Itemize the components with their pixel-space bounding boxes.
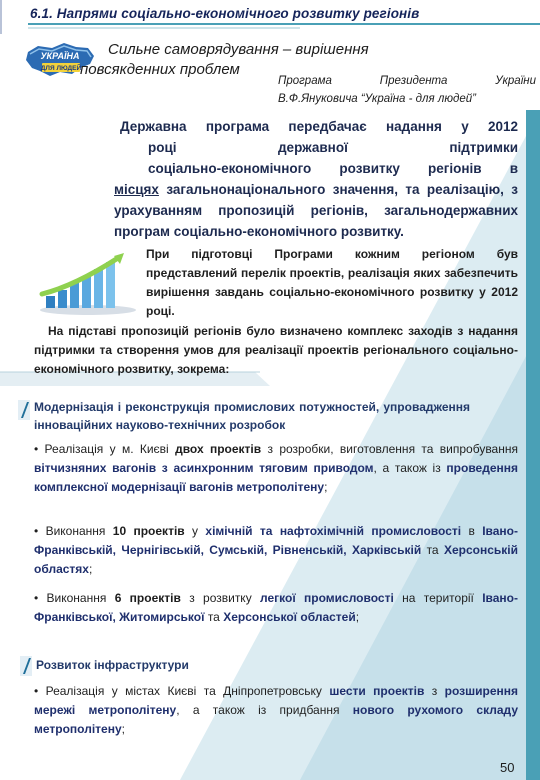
logo-text-top: УКРАЇНА	[40, 51, 80, 61]
bullet-text: Реалізація у м. Києві	[44, 442, 176, 456]
bullet-dot: •	[34, 442, 45, 456]
statement-line-2: році державної підтримки	[148, 140, 518, 155]
statement-line-3: соціально-економічного розвитку регіонів в	[148, 161, 518, 176]
statement-underlined-word: місцях	[114, 182, 159, 197]
preparation-paragraph: При підготовці Програми кожним регіоном був представлений перелік проектів, реалізація яких забезпечить вирішення завдань соціально-економічного розвитку у 2012 році.	[146, 247, 518, 318]
section-2-title: Розвиток інфраструктури	[36, 658, 189, 672]
bullet-highlight: хімічній та нафтохімічній промисловості	[205, 524, 462, 538]
page-number: 50	[500, 760, 515, 775]
bullet-text: Реалізація у містах Києві та Дніпропетровську	[45, 684, 330, 698]
bullet-text: в	[461, 524, 483, 538]
bullet-text: Виконання	[45, 524, 113, 538]
page-title: 6.1. Напрями соціально-економічного розвитку регіонів	[30, 6, 420, 21]
logo-text-bottom: ДЛЯ ЛЮДЕЙ	[40, 65, 82, 72]
bullet-highlight: Івано-Франківській, Чернігівській, Сумській, Рівненській, Харківській	[34, 524, 519, 557]
section-1-title: Модернізація і реконструкція промислових потужностей, упровадження інноваційних науково-технічних розробок	[34, 400, 470, 432]
growth-chart-icon	[36, 250, 140, 316]
bullet-highlight: нового рухомого складу метрополітену	[34, 703, 518, 736]
bullet-highlight: розширення мережі метрополітену	[34, 684, 519, 717]
bullet-text: ;	[355, 610, 360, 624]
bullet-emphasis: 6 проектів	[114, 591, 181, 605]
program-attribution	[278, 72, 536, 108]
bullet-highlight: вітчизняних вагонів з асинхронним тяговим приводом	[34, 461, 374, 475]
list-item	[34, 440, 518, 497]
slogan-line-2: повсякденних проблем	[80, 61, 240, 78]
bullet-text: та	[421, 543, 444, 557]
bullet-highlight: Херсонській областях	[34, 543, 519, 576]
bullet-highlight: Херсонської областей	[223, 610, 356, 624]
statement-tail: загальнонаціонального значення, та реалізацію, з урахуванням пропозицій регіонів, загальнодержавних програм соціально-економічного розвитку.	[114, 182, 518, 239]
section-2-marker-icon	[20, 656, 32, 676]
bullet-emphasis: двох проектів	[175, 442, 262, 456]
statement-line-1: Державна програма передбачає надання у 2012	[120, 119, 518, 134]
bullet-dot: •	[34, 524, 46, 538]
header-left-border	[0, 0, 28, 34]
bullet-text: Виконання	[46, 591, 115, 605]
list-item	[34, 589, 518, 627]
bullet-text: , а також із придбання	[176, 703, 353, 717]
bullet-text: ;	[121, 722, 125, 736]
slogan-line-1: Сильне самоврядування – вирішення	[108, 41, 369, 58]
bullet-text: у	[184, 524, 206, 538]
bullet-text: та	[204, 610, 224, 624]
attribution-line-1: Програма Президента України	[278, 75, 536, 87]
bullet-text: ;	[324, 480, 328, 494]
section-1-marker-icon	[18, 400, 30, 420]
bullet-highlight: легкої промисловості	[260, 591, 394, 605]
bullet-dot: •	[34, 591, 47, 605]
intro-statement	[114, 116, 518, 242]
attribution-line-2: В.Ф.Януковича “Україна - для людей”	[278, 93, 476, 105]
list-item	[34, 682, 518, 739]
list-item	[34, 522, 518, 579]
bullet-highlight: Івано-Франківської, Житомирської	[34, 591, 519, 624]
bullet-text: з розробки, виготовлення та випробування	[261, 442, 518, 456]
bullet-highlight: шести проектів	[329, 684, 425, 698]
right-accent-bar	[526, 110, 540, 780]
bullet-emphasis: 10 проектів	[112, 524, 185, 538]
bullet-dot: •	[34, 684, 46, 698]
statement-rest	[114, 179, 518, 242]
bullet-text: ;	[88, 562, 93, 576]
basis-paragraph: На підставі пропозицій регіонів було визначено комплекс заходів з надання підтримки та створення умов для реалізації проектів регіонального соціально-економічного розвитку, зокрема:	[34, 324, 518, 376]
bullet-text: , а також із	[373, 461, 447, 475]
bullet-highlight: проведення комплексної модернізації вагонів метрополітену	[34, 461, 518, 494]
bullet-text: з	[424, 684, 445, 698]
bullet-text: на території	[393, 591, 483, 605]
bullet-text: з розвитку	[180, 591, 261, 605]
